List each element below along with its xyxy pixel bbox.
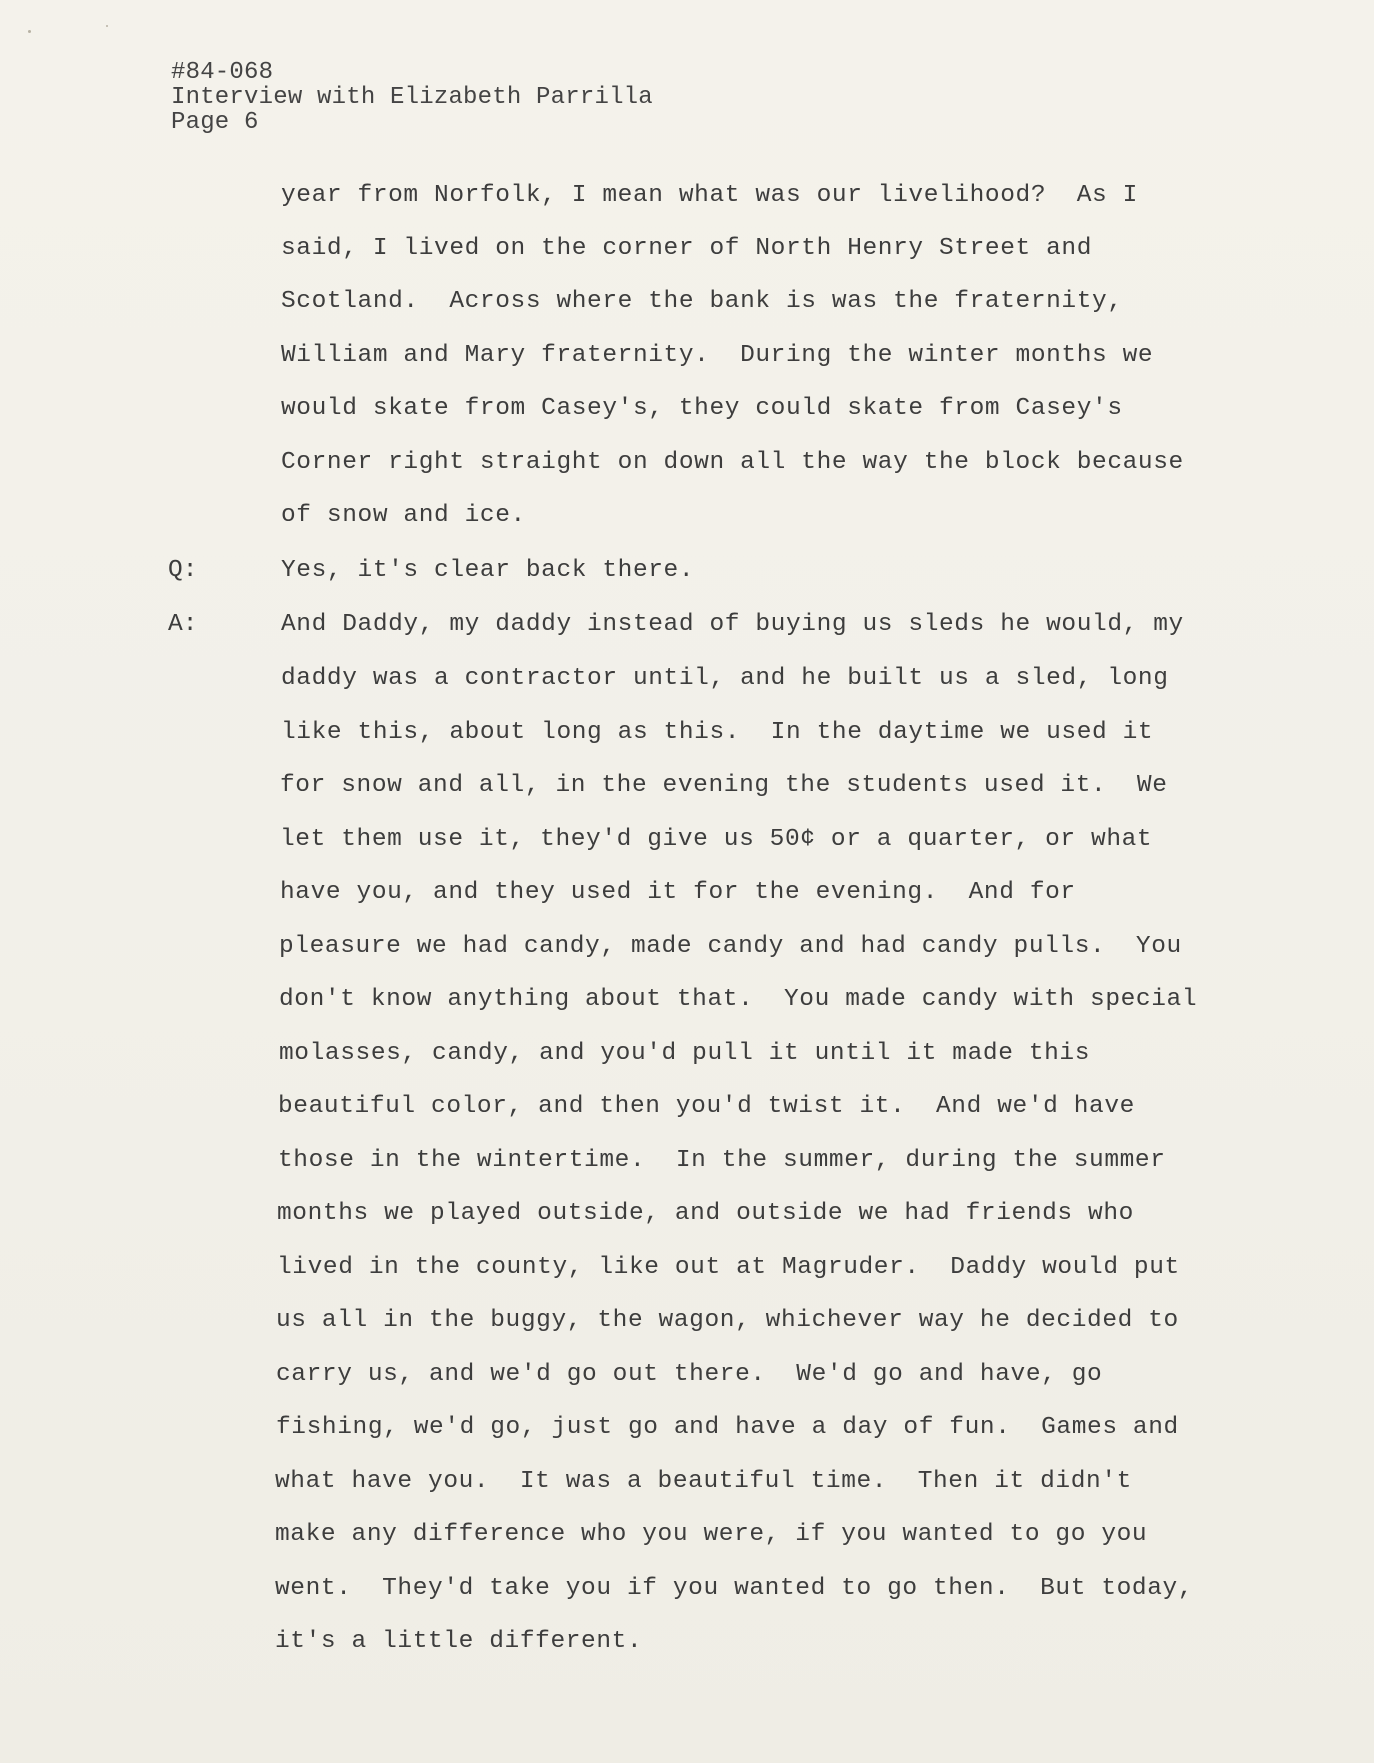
- transcript-line: what have you. It was a beautiful time. Then it didn't: [275, 1468, 1132, 1495]
- transcript-line: make any difference who you were, if you wanted to go you: [275, 1521, 1148, 1548]
- transcript-line: Scotland. Across where the bank is was the fraternity,: [281, 288, 1123, 315]
- transcript-line: carry us, and we'd go out there. We'd go and have, go: [276, 1361, 1103, 1388]
- document-header: [171, 60, 653, 135]
- transcript-line: us all in the buggy, the wagon, whichever way he decided to: [276, 1307, 1179, 1334]
- transcript-line: molasses, candy, and you'd pull it until it made this: [279, 1040, 1091, 1067]
- transcript-line: it's a little different.: [275, 1628, 643, 1655]
- document-title: Interview with Elizabeth Parrilla: [171, 84, 653, 111]
- transcript-line: William and Mary fraternity. During the winter months we: [281, 342, 1154, 369]
- transcript-line: Yes, it's clear back there.: [281, 557, 695, 584]
- transcript-line: months we played outside, and outside we had friends who: [277, 1200, 1134, 1227]
- transcript-line: Corner right straight on down all the way the block because: [281, 449, 1184, 476]
- speaker-label-answer: A:: [168, 611, 198, 638]
- transcript-line: like this, about long as this. In the daytime we used it: [281, 719, 1154, 746]
- transcript-line: went. They'd take you if you wanted to go then. But today,: [275, 1575, 1194, 1602]
- transcript-line: said, I lived on the corner of North Henry Street and: [281, 235, 1093, 262]
- transcript-line: And Daddy, my daddy instead of buying us sleds he would, my: [281, 611, 1184, 638]
- transcript-line: for snow and all, in the evening the students used it. We: [280, 772, 1168, 799]
- transcript-line: have you, and they used it for the evening. And for: [280, 879, 1076, 906]
- transcript-line: those in the wintertime. In the summer, during the summer: [278, 1147, 1166, 1174]
- transcript-line: fishing, we'd go, just go and have a day of fun. Games and: [276, 1414, 1179, 1441]
- transcript-line: don't know anything about that. You made candy with special: [279, 986, 1198, 1013]
- transcript-line: year from Norfolk, I mean what was our livelihood? As I: [281, 182, 1138, 209]
- transcript-line: lived in the county, like out at Magruder. Daddy would put: [277, 1254, 1180, 1281]
- transcript-line: daddy was a contractor until, and he built us a sled, long: [281, 665, 1169, 692]
- transcript-line: would skate from Casey's, they could skate from Casey's: [281, 395, 1123, 422]
- transcript-line: beautiful color, and then you'd twist it. And we'd have: [278, 1093, 1135, 1120]
- page-number: Page 6: [171, 109, 259, 136]
- transcript-line: let them use it, they'd give us 50¢ or a quarter, or what: [280, 826, 1153, 853]
- transcript-line: of snow and ice.: [281, 502, 526, 529]
- scan-speck: [106, 25, 108, 27]
- document-id: #84-068: [171, 59, 274, 86]
- scan-speck: [28, 30, 31, 33]
- transcript-line: pleasure we had candy, made candy and had candy pulls. You: [279, 933, 1182, 960]
- speaker-label-question: Q:: [168, 557, 198, 584]
